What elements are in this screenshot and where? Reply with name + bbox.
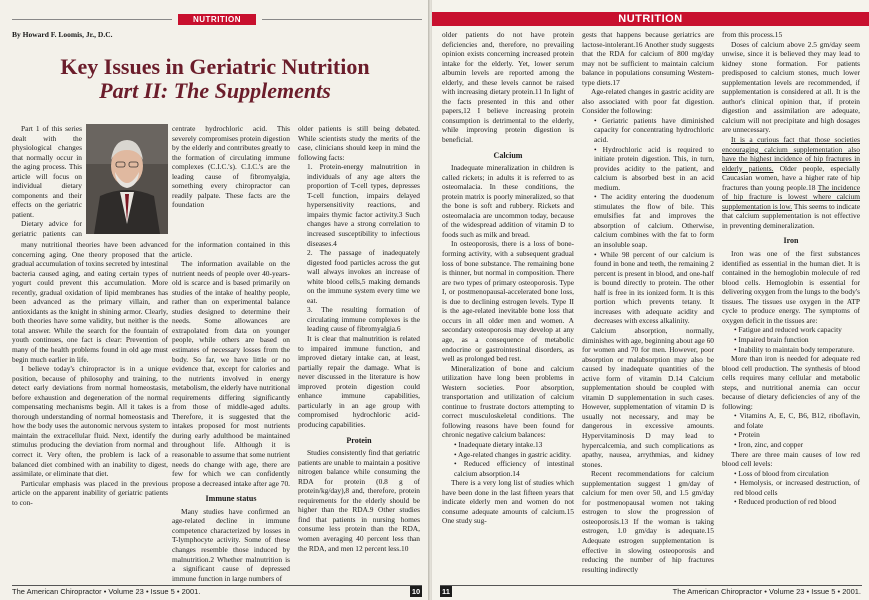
section-heading: Calcium	[493, 150, 523, 160]
paragraph: Part 1 of this series dealt with the physiological changes that normally occur in the aging process. This article will focus on individual dietary components and their effects on the geriatric patient.	[12, 124, 82, 219]
section-heading: Iron	[783, 236, 799, 246]
paragraph: older patients do not have protein deficiencies and, therefore, no prevailing opinion exists concerning increased protein intake for the elderly. Yet, lower serum albumin levels are reported among the elderly, and these levels cannot be raised with increasing dietary protein.11 In light of the facts presented in this and other papers,12 I believe increasing protein consumption is detrimental to the elderly, while improving protein digestion is beneficial.	[442, 30, 574, 145]
footer-rule	[440, 585, 862, 586]
list-item: 1. Protein-energy malnutrition in individuals of any age alters the proportion of T-cell types, depresses T-cell function, impairs delayed hypersensitivity reactions, and impairs thymic factor activity.3 Such changes have a strong correlation to increased susceptibility to infectious diseases.4	[307, 162, 420, 248]
list-item: 2. The passage of inadequately digested food particles across the gut wall always invokes an increase of white blood cells,5 making demands on the immune system every time we eat.	[307, 248, 420, 305]
paragraph: gests that happens because geriatrics are lactose-intolerant.16 Another study suggests that the RDA for calcium of 800 mg/day may not be sufficient to maintain calcium balance in populations consuming Western-type diets.17	[582, 30, 714, 87]
paragraph: Recent recommendations for calcium supplementation suggest 1 gm/day of calcium for men over 50, and 1.5 gm/day for postmenopausal women not taking estrogen to slow the progression of osteoporosis.13 If the woman is taking estrogen, 1.0 gm/day is adequate.15 Adequate estrogen supplementation is effective in slowing osteoporosis and reducing the number of hip fractures resulting indirectly	[582, 469, 714, 574]
article-subtitle: Part II: The Supplements	[99, 78, 331, 103]
page-number: 11	[440, 586, 452, 597]
emphasis-text: The incidence of hip fracture is lowest where calcium supplementation is low.	[722, 182, 860, 211]
paragraph: Age-related changes in gastric acidity are also associated with poor fat digestion. Consider the following:	[582, 87, 714, 116]
paragraph: older patients is still being debated. While scientists study the merits of the case, clinicians should keep in mind the following facts:	[298, 124, 420, 162]
paragraph: Mineralization of bone and calcium utilization have long been problems in Western societies. Poor absorption, transportation and utilization of calcium continue to frustrate doctors attempting to correct musculoskeletal conditions. The following reasons have been found for chronic negative calcium balances:	[442, 363, 574, 440]
paragraph: There are three main causes of low red blood cell levels:	[722, 449, 860, 469]
footer-credit: The American Chiropractor • Volume 23 • Issue 5 • 2001.	[672, 587, 861, 596]
column-3	[298, 124, 420, 583]
section-heading: Immune status	[205, 494, 257, 504]
paragraph: It is clear that malnutrition is related to impaired immune function, and improved dietary intake can, at least, partially repair the damage. What is never discussed in the literature is how improved protein digestion could enhance immune capabilities, particularly in an age group with compromised hydrochloric acid-producing capabilities.	[298, 334, 420, 429]
column-1-intro	[12, 124, 82, 240]
paragraph: The information available on the nutrient needs of people over 40-years-old is scarce and is based primarily on studies of the intake of healthy people, rather than on experimental balance studies designed to determine their needs. Some allowances are extrapolated from data on younger people, while others are based on estimates of necessary losses from the body. So far, we have little or no evidence that, except for calories and the nutrients involved in energy metabolism, the elderly have nutritional requirements differing significantly from those of middle-aged adults. Therefore, it is suggested that the intakes proposed for most nutrients during early adulthood be maintained throughout life. Although it is reasonable to assume that some nutrient needs do change with age, there are few for which we can confidently propose a decreased intake after age 70.	[172, 259, 290, 488]
emphasis-text: It is a curious fact that those societies encouraging calcium supplementation also have the highest incidence of hip fractures in elderly patients.	[722, 135, 860, 173]
list-item: • Fatigue and reduced work capacity	[734, 325, 842, 335]
paragraph: Doses of calcium above 2.5 gm/day seem unwise, since it is believed they may lead to kidney stone formation. For patients predisposed to calcium stones, much lower supplementation levels are recommended, if supplementation is considered at all. It is the author's clinical opinion that, if protein digestion and assimilation are adequate, calcium will not precipitate and high dosages are unnecessary.	[722, 39, 860, 135]
paragraph: Iron was one of the first substances identified as essential in the human diet. It is contained in the hemoglobin molecule of red blood cells. Hemoglobin is essential for delivering oxygen from the lungs to the body's tissues. The tissues use oxygen in the ATP cycle to produce energy. The symptoms of oxygen deficit in the tissues are:	[722, 249, 860, 325]
paragraph: Inadequate mineralization in children is called rickets; in adults it is referred to as osteomalacia. In these conditions, the protein matrix is poorly mineralized, so that the bone is soft and rubbery. Rickets and osteomalacia are uncommon today, because of the widespread addition of vitamin D to foods such as milk and bread.	[442, 163, 574, 239]
list-item: • Age-related changes in gastric acidity.	[454, 449, 572, 459]
left-page	[0, 0, 430, 600]
paragraph: Dietary advice for geriatric patients can	[12, 219, 82, 239]
list-item: • Inadequate dietary intake.13	[454, 439, 543, 449]
author-photo	[86, 124, 168, 234]
right-page	[432, 0, 869, 600]
section-heading: Protein	[346, 435, 372, 445]
page-number: 10	[411, 587, 421, 596]
paragraph: Particular emphasis was placed in the previous article on the apparent inability of geriatric patients to con-	[12, 478, 168, 507]
list-item: • Impaired brain function	[734, 334, 809, 344]
paragraph: Calcium absorption, normally, diminishes with age, beginning about age 60 for women and 70 for men. However, poor absorption or malabsorption may also be caused by inadequate quantities of the active form of vitamin D.14 Calcium supplementation should be coupled with vitamin D supplementation in such cases. However, supplementation of vitamin D is usually not necessary, and may be dangerous in excessive amounts. Hypervitaminosis D may lead to hypercalcemia, and such complications as apathy, nausea, arrythmias, and kidney stones.	[582, 325, 714, 469]
list-item: • Vitamins A, E, C, B6, B12, riboflavin, and folate	[734, 411, 860, 430]
paragraph: from this process.15	[722, 30, 783, 39]
column-2-body	[172, 240, 290, 583]
list-item: • Iron, zinc, and copper	[734, 439, 804, 449]
list-item: • Hydrochloric acid is required to initiate protein digestion. This, in turn, provides acidity to the patient, and calcium is absorbed best in an acid medium.	[594, 144, 714, 192]
paragraph: Many studies have confirmed an age-related decline in immune competence characterized by losses in T-lymphocyte activity. Some of these changes resemble those induced by malnutrition.2 Whether malnutrition is a significant cause of depressed immune function in large numbers of	[172, 506, 290, 583]
paragraph-text: Older people, especially Caucasian women, have a higher rate of hip fractures than young people.18	[722, 163, 860, 192]
list-item: • Geriatric patients have diminished capacity for concentrating hydrochloric acid.	[594, 115, 714, 145]
footer-credit: The American Chiropractor • Volume 23 • Issue 5 • 2001.	[12, 587, 201, 596]
list-item: • Protein	[734, 430, 760, 440]
list-item: • Hemolysis, or increased destruction, of red blood cells	[734, 478, 860, 497]
column-1-body	[12, 240, 168, 583]
paragraph: many nutritional theories have been advanced concerning aging. One theory proposed that the gradual accumulation of toxins secreted by intestinal bacteria caused aging, and eating certain types of yogurt could prevent this accumulation. More recently, gradual oxidation of lipid membranes has been advanced as the primary villain, and antioxidants as the knight in shining armor. Clearly, both theories have some validity, but neither is the total answer. While the search for the fountain of youth continues, one fact is clear: Prevention of many of the health problems found in old age must begin much earlier in life.	[12, 240, 168, 364]
paragraph: In osteoporosis, there is a loss of bone-forming activity, with a subsequent gradual loss of bone substance. The remaining bone is thinner, but normal in composition. There are two types of primary osteoporosis. Type I, or postmenopausal-accelerated bone loss, is due to declining estrogen levels. Type II is the age-related inevitable bone loss that occurs in all older men and women. A secondary osteoporosis may develop at any age, as a consequence of metabolic endocrine or gastrointestinal disorders, as well as prolonged bed rest.	[442, 239, 574, 364]
list-item: • While 98 percent of our calcium is found in bone and teeth, the remaining 2 percent is present in blood, and one-half is bound directly to protein. The other half is free in its ionized form. It is this portion which prevents tetany. It increases with adequate acidity and decreases with excess alkalinity.	[594, 249, 714, 326]
list-item: • Inability to maintain body temperature.	[734, 344, 855, 354]
list-item: 3. The resulting formation of circulating immune complexes is the leading cause of fibromyalgia.6	[307, 305, 420, 334]
paragraph: More than iron is needed for adequate red blood cell production. The synthesis of blood cells requires many cellular and metabolic steps, and nutritional anemia can occur because of dietary deficiencies of any of the following:	[722, 354, 860, 411]
list-item: • Reduced production of red blood	[734, 497, 837, 507]
banner-rule	[12, 19, 172, 20]
paragraph-text: This seems to indicate that calcium supplementation is not effective in preventing demineralization.	[722, 201, 860, 230]
list-item: • Loss of blood from circulation	[734, 468, 829, 478]
list-item: • The acidity entering the duodenum stimulates the flow of bile. This emulsifies fat and improves the absorption of calcium. Otherwise, calcium combines with the fat to form an insoluble soap.	[594, 192, 714, 250]
column-1	[442, 30, 574, 583]
article-title: Key Issues in Geriatric Nutrition	[60, 54, 370, 79]
column-2-top	[172, 124, 290, 240]
list-item: • Reduced efficiency of intestinal calcium absorption.14	[454, 459, 574, 478]
paragraph: Studies consistently find that geriatric patients are unable to maintain a positive nitrogen balance while consuming the RDA for protein (0.8 g of protein/kg/day),8 and, therefore, protein requirements for the elderly should be higher than the RDA.9 Other studies find that patients in nursing homes consume less protein than the RDA, women averaging 40 percent less than the RDA, and men 12 percent less.10	[298, 448, 420, 553]
column-3	[722, 30, 860, 583]
column-2	[582, 30, 714, 583]
section-banner: NUTRITION	[178, 14, 256, 25]
paragraph: I believe today's chiropractor is in a unique position, because of philosophy and training, to detect early deviations from normal homeostasis, before exhaustion and degeneration of the normal compensating mechanisms begin. All it takes is a thorough understanding of normal homeostasis and how the body uses the autonomic nervous system to maintain the extracellular fluid. Next, identify the stimulus producing the deviation from normal and correct it. Very often, the problem is lack of a balanced diet combined with an inability to digest, assimilate, or eliminate that diet.	[12, 364, 168, 479]
footer-rule	[12, 585, 422, 586]
paragraph: centrate hydrochloric acid. This severely compromises protein digestion by the elderly and contributes greatly to the formation of circulating immune complexes (C.I.C.'s). C.I.C.'s are the leading cause of fibromyalgia, something every chiropractor can readily palpate. These facts are the foundation	[172, 124, 290, 210]
paragraph: for the information contained in this article.	[172, 240, 290, 259]
banner-rule	[262, 19, 422, 20]
section-banner: NUTRITION	[432, 12, 869, 26]
paragraph: There is a very long list of studies which have been done in the last fifteen years that indicate elderly men and women do not consume adequate amounts of calcium.15 One study sug-	[442, 478, 574, 526]
byline: By Howard F. Loomis, Jr., D.C.	[12, 30, 113, 39]
